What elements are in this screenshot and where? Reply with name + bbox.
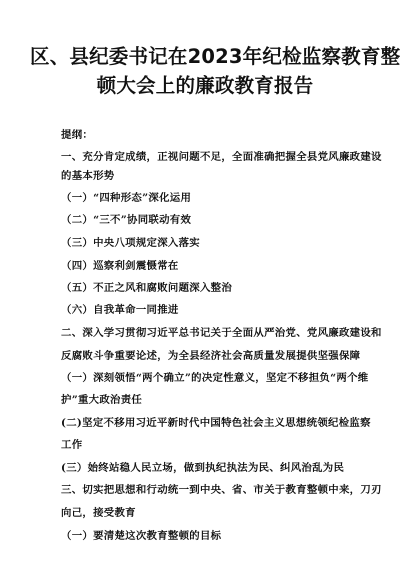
section-2-heading-cont: 反腐败斗争重要论述，为全县经济社会高质量发展提供坚强保障 — [61, 350, 361, 362]
section-1-item-2: （二）“三不”协同联动有效 — [61, 214, 192, 226]
section-3-heading-cont: 向己，接受教育 — [61, 507, 136, 519]
section-2-item-1: （一）深刻领悟“两个确立”的决定性意义，坚定不移担负“两个维 — [61, 372, 369, 384]
section-1-item-1: （一）“四种形态”深化运用 — [61, 192, 192, 204]
outline-heading: 提纲： — [61, 129, 94, 141]
section-2-item-2-cont: 工作 — [61, 439, 83, 451]
document-title-line-2: 顿大会上的廉政教育报告 — [96, 74, 314, 97]
section-1-heading: 一、充分肯定成绩，正视问题不足，全面准确把握全县党风廉政建设 — [61, 151, 382, 163]
section-1-item-5: （五）不正之风和腐败问题深入整治 — [61, 282, 233, 294]
section-1-item-3: （三）中央八项规定深入落实 — [61, 237, 200, 249]
section-2-item-3: (三）始终站稳人民立场，做到执纪执法为民、纠风治乱为民 — [61, 462, 345, 474]
section-1-item-4: （四）巡察利剑震慑常在 — [61, 260, 179, 272]
document-title-line-1: 区、县纪委书记在2023年纪检监察教育整 — [30, 45, 401, 68]
section-3-heading: 三、切实把思想和行动统一到中央、省、市关于教育整顿中来，刀刃 — [61, 484, 382, 496]
section-2-heading: 二、深入学习贯彻习近平总书记关于全面从严治党、党风廉政建设和 — [61, 327, 382, 339]
section-2-item-1-cont: 护”重大政治责任 — [61, 394, 143, 406]
section-3-item-1: （一）要清楚这次教育整顿的目标 — [61, 530, 222, 542]
section-1-heading-cont: 的基本形势 — [61, 170, 115, 182]
section-1-item-6: （六）自我革命一同推进 — [61, 304, 179, 316]
section-2-item-2: (二)坚定不移用习近平新时代中国特色社会主义思想统领纪检监察 — [61, 417, 371, 429]
